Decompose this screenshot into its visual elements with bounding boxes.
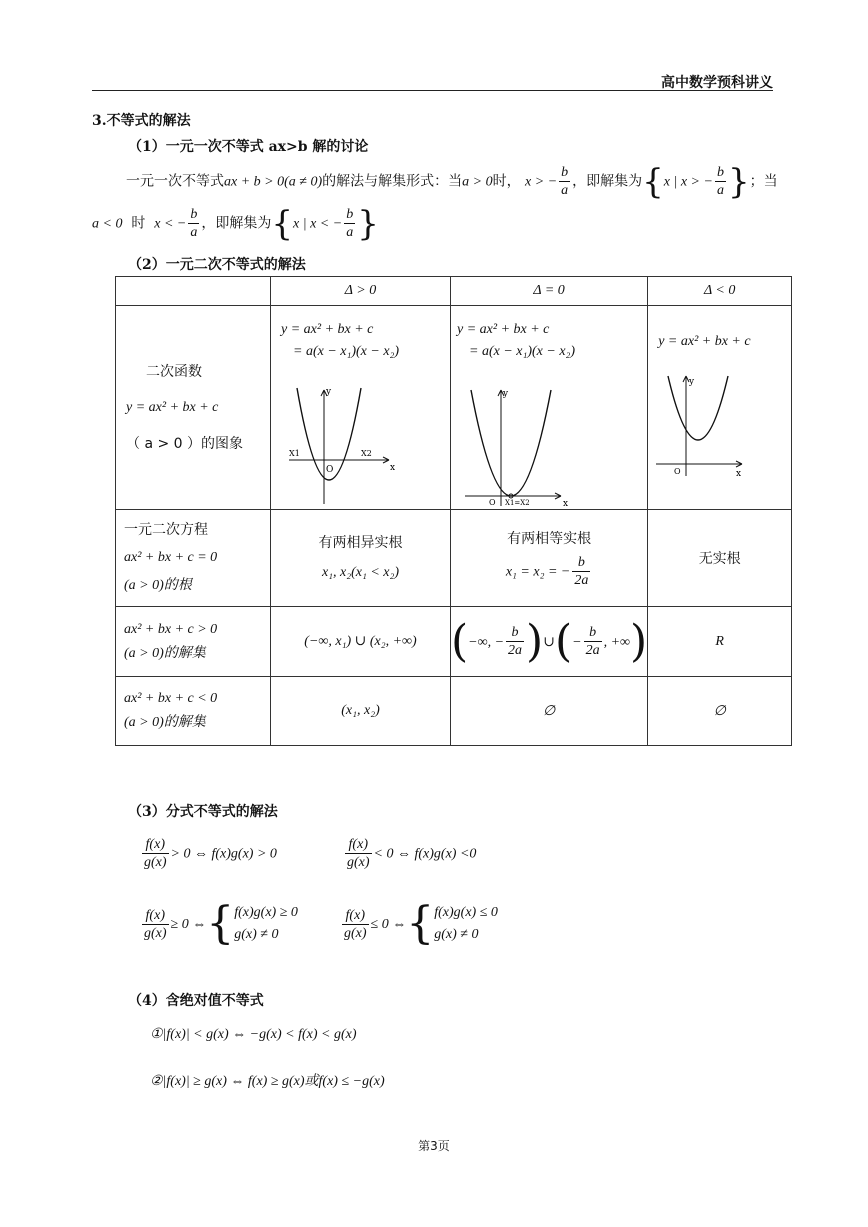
math-span: ax + b > 0(a ≠ 0) <box>224 174 323 190</box>
fraction-numerator: b <box>561 165 569 180</box>
table-cell: 无实根 <box>648 510 792 607</box>
axis-label: y <box>503 389 509 399</box>
union-symbol: ∪ <box>543 634 555 650</box>
math-span: ≥ 0 ⇔ <box>170 917 207 932</box>
math-span: x < − <box>154 216 187 232</box>
fraction-inequality-le <box>340 898 498 949</box>
fraction <box>142 907 169 942</box>
abs-inequality-2: ②|f(x)| ≥ g(x) ⇔ f(x) ≥ g(x)或f(x) ≤ −g(x) <box>150 1074 385 1089</box>
row-label: (a > 0)的解集 <box>124 645 206 661</box>
table-cell <box>451 510 648 607</box>
header-title: 高中数学预科讲义 <box>661 75 773 91</box>
table-row <box>116 677 792 746</box>
text-span: 的解法与解集形式：当 <box>322 173 463 190</box>
right-paren: ) <box>630 615 648 667</box>
abs-inequality-1: ①|f(x)| < g(x) ⇔ −g(x) < f(x) < g(x) <box>150 1027 357 1042</box>
part1-line2 <box>92 203 379 244</box>
fraction-denominator: a <box>716 183 724 198</box>
function-text: = a(x − x₁)(x − x₂) <box>293 344 400 359</box>
inequality-system <box>434 902 498 946</box>
fraction <box>572 554 590 589</box>
fraction-denominator: g(x) <box>144 855 167 870</box>
math-span: x > − <box>525 174 558 190</box>
interval-text: , +∞ <box>603 634 631 650</box>
origin-label: O <box>489 498 496 506</box>
text-span: 一元一次不等式 <box>126 173 224 190</box>
right-paren: ) <box>526 615 544 667</box>
table-cell: R <box>648 607 792 677</box>
fraction-denominator: a <box>561 183 569 198</box>
root-expression: x₁ = x₂ = − <box>505 564 571 579</box>
table-row <box>116 607 792 677</box>
left-brace: { <box>406 898 435 949</box>
fraction-denominator: 2a <box>508 643 523 658</box>
row-label: (a > 0)的解集 <box>124 715 206 730</box>
table-cell <box>116 277 271 306</box>
part4-heading: （4）含绝对值不等式 <box>128 993 264 1009</box>
math-span: x | x < − <box>293 216 343 232</box>
fraction-numerator: f(x) <box>342 907 369 925</box>
fraction <box>715 164 726 199</box>
parabola-curve <box>471 390 551 496</box>
root-label: X1=X2 <box>505 499 530 506</box>
table-cell: (x₁, x₂) <box>271 677 451 746</box>
left-brace: { <box>642 161 664 202</box>
fraction-inequality-ge <box>140 898 298 949</box>
table-header-cell: Δ = 0 <box>451 277 648 306</box>
function-text: y = ax² + bx + c <box>457 322 550 337</box>
text-span: ；当 <box>749 173 778 190</box>
parabola-graph-two-roots <box>289 384 399 504</box>
table-cell <box>116 677 271 746</box>
origin-label: O <box>326 465 334 475</box>
math-span: a < 0 <box>92 216 123 232</box>
parabola-curve <box>668 376 728 440</box>
origin-label: O <box>674 467 681 476</box>
right-brace: } <box>357 203 379 244</box>
text-span: 时， <box>492 173 521 190</box>
table-cell <box>648 306 792 510</box>
function-text: = a(x − x₁)(x − x₂) <box>469 344 576 359</box>
page-header <box>92 70 773 91</box>
system-line: g(x) ≠ 0 <box>434 927 479 942</box>
row-label: ax² + bx + c < 0 <box>124 691 218 706</box>
math-span: ≤ 0 ⇔ <box>370 917 407 932</box>
fraction-denominator: 2a <box>585 643 600 658</box>
fraction <box>344 206 355 241</box>
math-span: x | x > − <box>663 174 713 190</box>
math-span: > 0 ⇔ f(x)g(x) > 0 <box>170 846 277 862</box>
table-cell <box>116 510 271 607</box>
text-span: ，即解集为 <box>572 173 643 190</box>
system-line: f(x)g(x) ≥ 0 <box>234 905 298 920</box>
math-span: a > 0 <box>462 174 493 190</box>
axis-label: x <box>736 469 742 478</box>
fraction-numerator: f(x) <box>142 907 169 925</box>
fraction-denominator: a <box>346 225 354 240</box>
table-cell <box>271 306 451 510</box>
fraction-numerator: b <box>572 554 590 572</box>
fraction-numerator: f(x) <box>345 836 372 854</box>
fraction-numerator: b <box>506 624 524 642</box>
row-label: 一元二次方程 <box>124 522 208 538</box>
table-header-row <box>116 277 792 306</box>
row-label: 二次函数 <box>146 363 202 380</box>
row-label: (a > 0)的根 <box>124 578 192 593</box>
fraction-inequality-gt <box>140 836 277 871</box>
table-cell: (−∞, x₁) ∪ (x₂, +∞) <box>271 607 451 677</box>
root-label: X2 <box>361 449 372 458</box>
root-label: X1 <box>289 449 300 458</box>
inequality-system <box>234 902 298 946</box>
fraction-denominator: 2a <box>574 572 589 588</box>
table-header-cell: Δ < 0 <box>648 277 792 306</box>
axis-label: y <box>326 387 332 397</box>
left-paren: ( <box>451 615 469 667</box>
right-brace: } <box>727 161 750 202</box>
function-text: y = ax² + bx + c <box>658 334 751 349</box>
fraction-denominator: g(x) <box>144 925 167 941</box>
fraction <box>188 206 199 241</box>
function-text: y = ax² + bx + c <box>281 322 374 337</box>
table-cell <box>271 510 451 607</box>
interval-text: −∞, − <box>468 634 505 650</box>
axis-label: x <box>563 499 569 506</box>
fraction-numerator: f(x) <box>142 836 169 854</box>
system-line: g(x) ≠ 0 <box>234 927 279 942</box>
parabola-graph-no-root <box>656 372 756 478</box>
fraction <box>559 164 570 199</box>
row-label: ax² + bx + c = 0 <box>124 550 218 565</box>
fraction-numerator: b <box>716 165 724 180</box>
fraction <box>506 624 524 659</box>
table-cell <box>451 306 648 510</box>
table-header-cell: Δ > 0 <box>271 277 451 306</box>
table-row <box>116 510 792 607</box>
section-title: 3.不等式的解法 <box>92 113 191 129</box>
row-label: （ a > 0 ）的图象 <box>126 435 244 452</box>
left-paren: ( <box>554 615 573 667</box>
math-span: < 0 ⇔ f(x)g(x) <0 <box>373 846 477 862</box>
fraction <box>345 836 372 871</box>
left-brace: { <box>206 898 235 949</box>
fraction-numerator: b <box>190 207 198 222</box>
axis-label: x <box>390 463 396 473</box>
part3-heading: （3）分式不等式的解法 <box>128 804 278 820</box>
root-description: 有两相异实根 <box>318 535 403 551</box>
table-cell <box>116 607 271 677</box>
row-label: y = ax² + bx + c <box>126 399 219 415</box>
system-line: f(x)g(x) ≤ 0 <box>434 905 498 920</box>
fraction <box>142 836 169 871</box>
row-label: ax² + bx + c > 0 <box>124 621 218 637</box>
text-span: ，即解集为 <box>201 215 272 232</box>
root-expression: x₁, x₂(x₁ < x₂) <box>321 565 400 580</box>
page-number: 第3页 <box>418 1139 450 1153</box>
table-cell <box>116 306 271 510</box>
table-cell: ∅ <box>648 677 792 746</box>
table-cell: (−∞, − $\frac{b}{2a}$ )∪(− $\frac{b}{2a}$ , +∞) <box>451 607 648 677</box>
fraction-numerator: b <box>584 624 602 642</box>
root-description: 有两相等实根 <box>507 530 592 547</box>
part2-heading: （2）一元二次不等式的解法 <box>128 257 306 273</box>
fraction-inequality-lt <box>343 836 476 871</box>
text-span: 时 <box>131 215 146 232</box>
parabola-graph-double-root <box>465 386 580 506</box>
axis-label: y <box>689 377 695 387</box>
fraction-numerator: b <box>346 207 354 222</box>
part1-heading: （1）一元一次不等式 ax>b 解的讨论 <box>128 139 369 155</box>
left-brace: { <box>271 203 294 244</box>
table-cell: ∅ <box>451 677 648 746</box>
quadratic-table <box>115 276 792 746</box>
fraction <box>342 907 369 942</box>
fraction-denominator: g(x) <box>344 925 367 941</box>
part1-line1 <box>126 161 786 202</box>
fraction-denominator: g(x) <box>347 855 370 870</box>
table-row <box>116 306 792 510</box>
fraction <box>584 624 602 659</box>
fraction-denominator: a <box>190 225 198 240</box>
